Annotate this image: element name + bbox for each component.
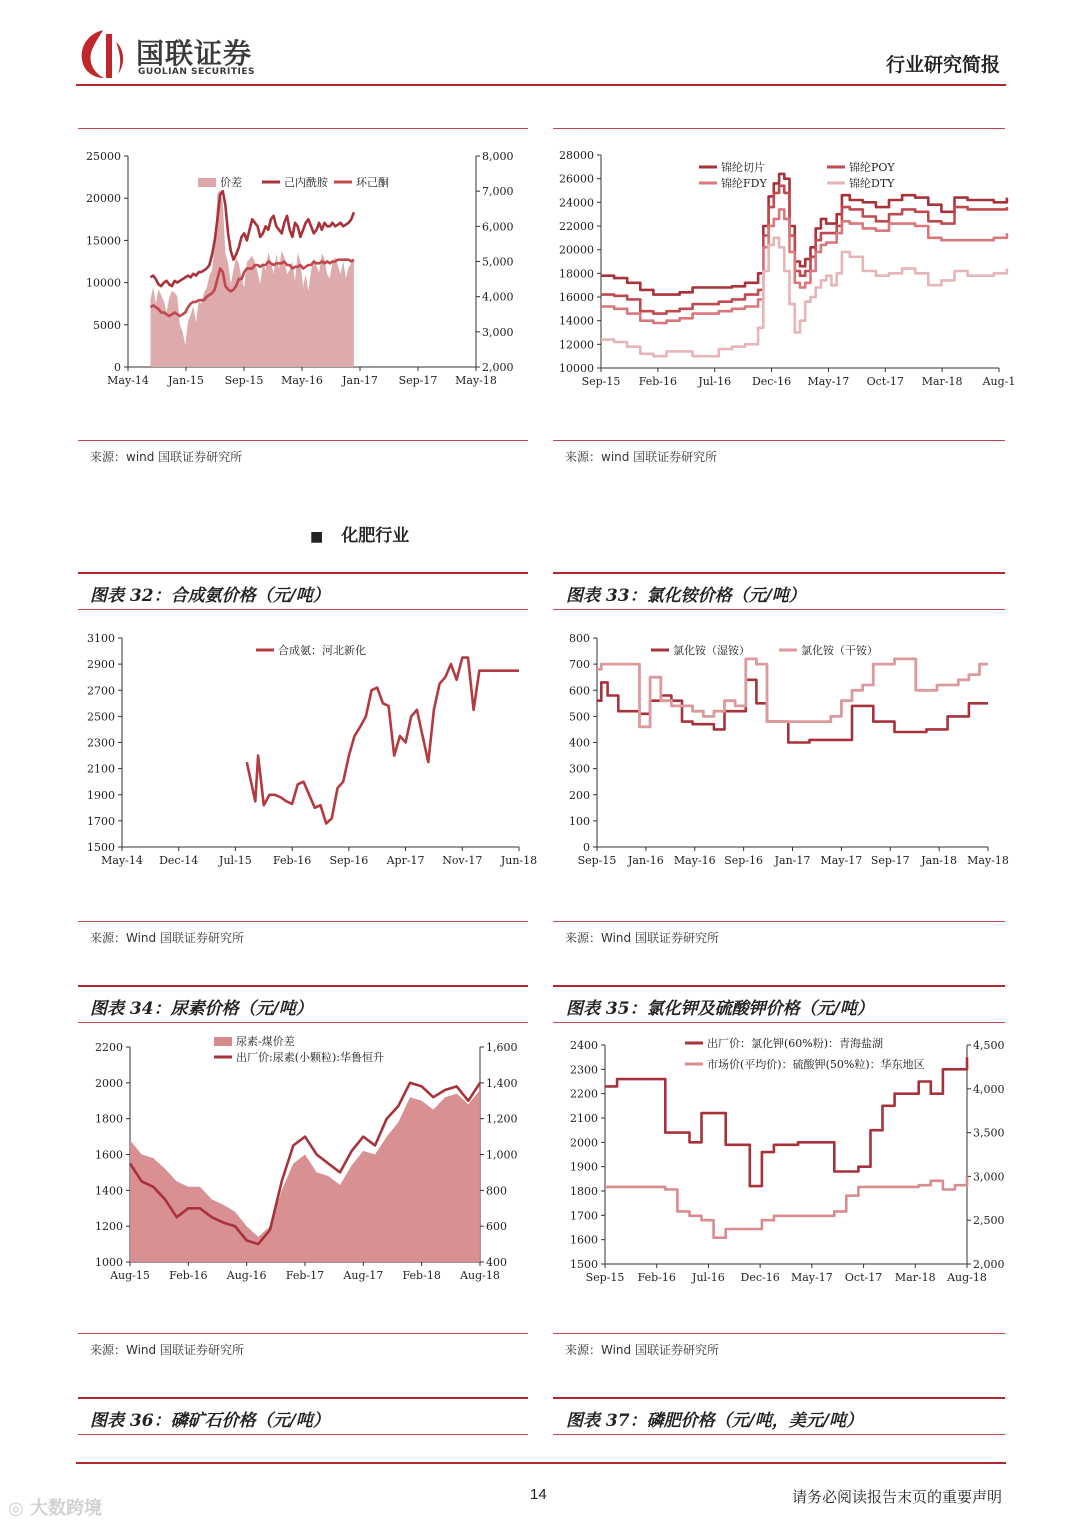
y-tick-label: 2100 [87,762,115,776]
y-tick-label: 15000 [86,234,121,248]
y-tick-label: 10000 [559,362,594,375]
x-tick-label: Aug-1 [982,375,1016,388]
report-type: 行业研究简报 [885,54,1000,76]
figure-rule [78,985,528,987]
source-note: 来源：Wind 国联证券研究所 [565,1343,719,1357]
series-area [130,1090,480,1262]
x-tick-label: May-16 [673,854,716,867]
y-tick-label: 1600 [95,1148,123,1162]
y-right-tick-label: 1,400 [486,1076,518,1090]
y-tick-label: 2100 [570,1112,598,1125]
logo-cn: 国联证券 [136,37,253,70]
x-tick-label: Jan-16 [627,854,664,867]
legend-label: 出厂价：氯化钾(60%粉)：青海盐湖 [707,1037,884,1050]
x-tick-label: Aug-18 [460,1269,500,1282]
y-right-tick-label: 2,000 [973,1258,1005,1271]
figure-rule [78,1397,528,1399]
y-right-tick-label: 7,000 [482,185,514,199]
y-tick-label: 2300 [570,1063,598,1077]
y-right-tick-label: 800 [486,1184,507,1198]
y-tick-label: 1700 [87,814,115,828]
x-tick-label: Feb-16 [638,375,678,388]
chart-urea-price [78,1030,528,1292]
series-line [247,658,519,824]
source-note: 来源：wind 国联证券研究所 [90,450,243,464]
y-tick-label: 400 [569,736,590,750]
legend-label: 合成氨：河北新化 [278,644,366,657]
x-tick-label: Jan-15 [168,374,204,387]
series-line [605,1057,967,1186]
figure-title: 图表 34：尿素价格（元/吨） [90,999,313,1019]
x-tick-label: Feb-17 [285,1269,325,1282]
source-note: 来源：wind 国联证券研究所 [565,450,718,464]
y-tick-label: 0 [114,361,121,374]
x-tick-label: Feb-16 [272,854,312,867]
y-tick-label: 28000 [559,149,594,162]
section-heading [310,521,409,546]
figure-title: 图表 33：氯化铵价格（元/吨） [566,586,806,606]
y-tick-label: 200 [569,788,590,802]
rule [553,921,1005,922]
y-tick-label: 14000 [559,314,594,328]
y-tick-label: 1000 [95,1256,123,1269]
y-tick-label: 5000 [93,318,121,332]
y-tick-label: 100 [569,814,590,828]
x-tick-label: May-17 [807,375,850,388]
figure-rule [78,572,528,574]
y-tick-label: 12000 [559,338,594,352]
rule [553,1434,1005,1435]
x-tick-label: Aug-15 [110,1269,150,1282]
section-title: 化肥行业 [341,526,410,546]
header-rule [76,84,1006,86]
chart-potash-price [553,1030,1005,1292]
figure-title: 图表 32：合成氨价格（元/吨） [90,586,330,606]
figure-rule [553,1397,1005,1399]
watermark-text: 大数跨境 [30,1498,102,1519]
y-tick-label: 300 [569,762,590,776]
figure-title: 图表 36：磷矿石价格（元/吨） [90,1411,330,1431]
y-right-tick-label: 3,000 [482,325,514,339]
y-right-tick-label: 3,500 [973,1126,1005,1140]
series-area [151,190,354,367]
legend-label: 氯化铵（干铵） [801,644,878,657]
y-right-tick-label: 3,000 [973,1170,1005,1184]
x-tick-label: Sep-17 [870,854,910,867]
x-tick-label: Sep-15 [585,1271,625,1284]
rule [553,609,1005,610]
rule [78,1022,528,1023]
rule [78,440,528,441]
rule [78,921,528,922]
x-tick-label: Sep-16 [724,854,764,867]
source-note: 来源：Wind 国联证券研究所 [565,931,719,945]
x-tick-label: Sep-15 [577,854,617,867]
chart-caprolactam-spread [78,140,528,400]
y-right-tick-label: 4,000 [482,290,514,304]
x-tick-label: Jan-17 [774,854,811,867]
y-tick-label: 3100 [87,632,115,645]
x-tick-label: Jan-17 [342,374,378,387]
disclaimer: 请务必阅读报告末页的重要声明 [791,1488,1002,1506]
figure-title: 图表 35：氯化钾及硫酸钾价格（元/吨） [566,999,874,1019]
x-tick-label: May-16 [281,374,323,387]
y-tick-label: 10000 [86,276,121,290]
y-tick-label: 1900 [87,788,115,802]
x-tick-label: Mar-18 [921,375,963,388]
rule [553,440,1005,441]
page-number: 14 [530,1486,547,1503]
x-tick-label: Jul-15 [219,854,252,867]
y-right-tick-label: 2,500 [973,1214,1005,1228]
x-tick-label: May-18 [967,854,1009,867]
y-tick-label: 26000 [559,172,594,186]
series-line [597,659,988,727]
y-tick-label: 1800 [570,1185,598,1198]
y-tick-label: 1800 [95,1112,123,1126]
y-right-tick-label: 1,000 [486,1148,518,1162]
y-right-tick-label: 4,000 [973,1082,1005,1096]
legend-label: 己内酰胺 [284,176,328,189]
source-note: 来源：Wind 国联证券研究所 [90,1343,244,1357]
legend-label: 出厂价:尿素(小颗粒):华鲁恒升 [236,1051,384,1064]
y-tick-label: 1500 [570,1258,598,1271]
y-tick-label: 2300 [87,736,115,750]
y-right-tick-label: 8,000 [482,150,514,163]
section-bullet: ■ [310,529,324,545]
chart-ammonium-chloride-price [553,622,1009,882]
y-tick-label: 0 [583,841,590,854]
y-tick-label: 25000 [86,150,121,163]
x-tick-label: May-18 [455,374,497,387]
legend-label: 锦纶切片 [721,161,765,174]
y-tick-label: 1500 [87,841,115,854]
x-tick-label: Dec-16 [740,1271,780,1284]
y-tick-label: 2900 [87,658,115,672]
legend-label: 尿素-煤价差 [236,1035,295,1048]
legend-label: 价差 [220,176,242,189]
x-tick-label: Apr-17 [386,854,425,867]
y-tick-label: 1900 [570,1160,598,1174]
y-right-tick-label: 1,200 [486,1112,518,1126]
x-tick-label: Jun-18 [500,854,538,867]
y-tick-label: 2700 [87,684,115,698]
y-right-tick-label: 2,000 [482,361,514,374]
watermark [8,1494,102,1520]
figure-title: 图表 37：磷肥价格（元/吨，美元/吨） [566,1411,863,1431]
y-tick-label: 1200 [95,1220,123,1234]
x-tick-label: May-14 [101,854,143,867]
figure-rule [553,572,1005,574]
rule [553,128,1005,129]
y-tick-label: 800 [569,632,590,645]
logo-icon [78,28,128,80]
x-tick-label: May-17 [820,854,863,867]
x-tick-label: May-14 [107,374,149,387]
x-tick-label: Oct-17 [844,1271,883,1284]
rule [78,1434,528,1435]
rule [553,1333,1005,1334]
x-tick-label: Sep-16 [329,854,369,867]
legend-swatch [198,178,216,187]
x-tick-label: Jul-16 [692,1271,725,1284]
footer-rule [76,1462,1006,1464]
y-right-tick-label: 1,600 [486,1041,518,1054]
y-tick-label: 2400 [570,1039,598,1052]
y-right-tick-label: 600 [486,1220,507,1234]
x-tick-label: Feb-18 [402,1269,441,1282]
x-tick-label: Feb-16 [637,1271,676,1284]
y-right-tick-label: 400 [486,1256,507,1269]
x-tick-label: Nov-17 [442,854,483,867]
rule [553,1022,1005,1023]
y-tick-label: 2500 [87,710,115,724]
y-tick-label: 2000 [570,1136,598,1150]
rule [78,609,528,610]
y-tick-label: 2200 [95,1041,123,1054]
y-tick-label: 2200 [570,1087,598,1101]
y-tick-label: 22000 [559,220,594,233]
y-tick-label: 600 [569,684,590,698]
y-tick-label: 16000 [559,291,594,304]
x-tick-label: Aug-16 [226,1269,267,1282]
x-tick-label: Sep-17 [398,374,438,387]
x-tick-label: May-17 [790,1271,833,1284]
logo-en: GUOLIAN SECURITIES [138,67,255,77]
x-tick-label: Jul-16 [698,375,732,388]
y-tick-label: 18000 [559,267,594,281]
y-tick-label: 24000 [559,196,594,210]
x-tick-label: Oct-17 [866,375,904,388]
y-tick-label: 500 [569,710,590,724]
legend-label: 锦纶DTY [849,177,895,190]
legend-label: 环己酮 [356,176,389,189]
series-line [605,1176,967,1237]
x-tick-label: Dec-16 [751,375,792,388]
y-tick-label: 2000 [95,1076,123,1090]
x-tick-label: Mar-18 [894,1271,936,1284]
y-tick-label: 1400 [95,1184,123,1198]
source-note: 来源：Wind 国联证券研究所 [90,931,244,945]
x-tick-label: Sep-15 [224,374,264,387]
y-right-tick-label: 6,000 [482,220,514,234]
x-tick-label: Aug-18 [947,1271,987,1284]
legend-swatch [214,1037,232,1046]
legend-label: 市场价(平均价)：硫酸钾(50%粒)：华东地区 [707,1058,925,1071]
x-tick-label: Sep-15 [581,375,621,388]
x-tick-label: Aug-17 [343,1269,384,1282]
chart-nylon-prices [553,140,1016,400]
y-right-tick-label: 4,500 [973,1039,1005,1052]
legend-label: 锦纶FDY [721,177,767,190]
series-line [601,238,1007,356]
y-right-tick-label: 5,000 [482,255,514,269]
y-tick-label: 20000 [559,243,594,257]
y-tick-label: 700 [569,658,590,672]
header [76,24,1006,86]
watermark-icon: ◎ [8,1498,24,1519]
chart-ammonia-price [78,622,538,882]
y-tick-label: 1600 [570,1233,598,1247]
x-tick-label: Jan-18 [921,854,958,867]
y-tick-label: 1700 [570,1209,598,1223]
rule [78,128,528,129]
legend-label: 锦纶POY [849,161,895,174]
x-tick-label: Dec-14 [159,854,199,867]
legend-label: 氯化铵（湿铵） [673,644,750,657]
y-tick-label: 20000 [86,192,121,206]
rule [78,1333,528,1334]
x-tick-label: Feb-16 [169,1269,208,1282]
figure-rule [553,985,1005,987]
